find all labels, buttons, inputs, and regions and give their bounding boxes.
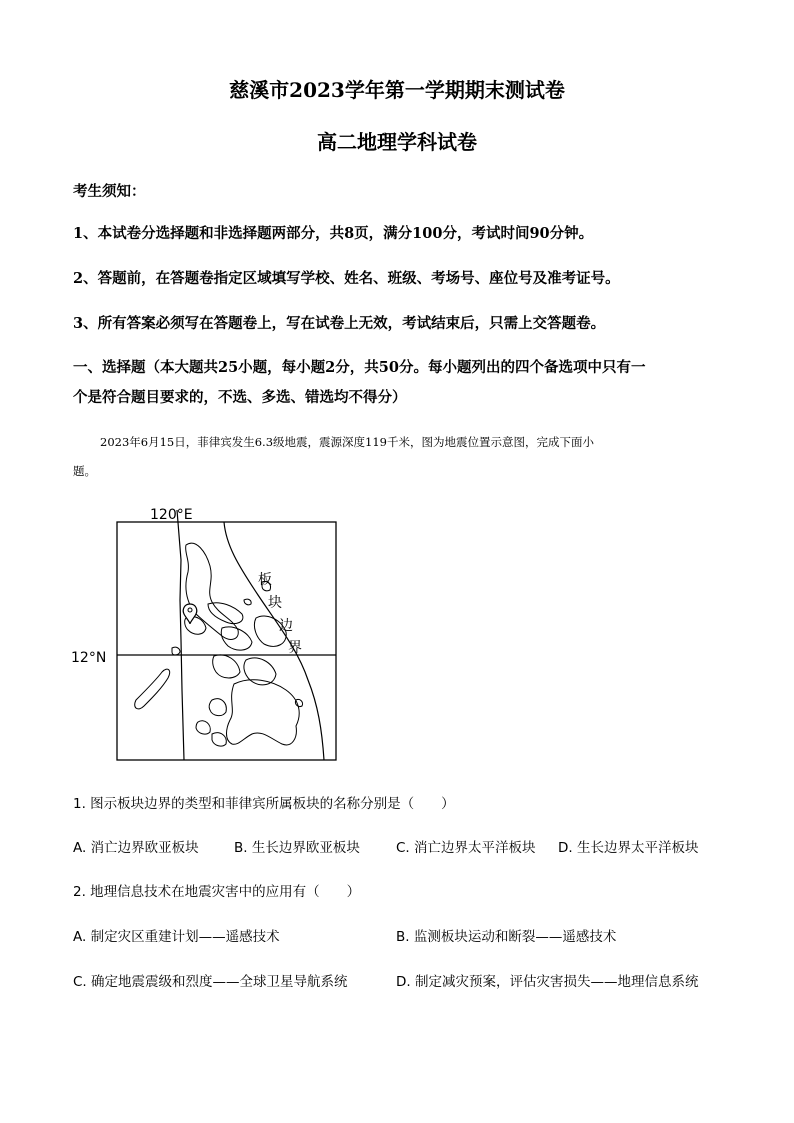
meridian-120e: [177, 510, 184, 760]
map-frame: [117, 522, 336, 760]
boundary-label-4: 界: [288, 640, 302, 656]
notice-item-1: 1、本试卷分选择题和非选择题两部分，共8页，满分100分，考试时间90分钟。: [73, 225, 594, 242]
question-1-option-b: B. 生长边界欧亚板块: [234, 840, 360, 856]
question-2-option-d: D. 制定减灾预案，评估灾害损失——地理信息系统: [396, 974, 699, 990]
notice-item-2: 2、答题前，在答题卷指定区域填写学校、姓名、班级、考场号、座位号及准考证号。: [73, 270, 620, 287]
map-lon-label: 120°E: [150, 507, 193, 523]
plate-boundary-line: [224, 522, 324, 760]
question-stem-line2: 题。: [73, 464, 96, 478]
philippines-islands: [135, 543, 303, 746]
section-heading-line1: 一、选择题（本大题共25小题，每小题2分，共50分。每小题列出的四个备选项中只有一: [73, 359, 646, 376]
question-1-stem: 1. 图示板块边界的类型和菲律宾所属板块的名称分别是（ ）: [73, 796, 455, 812]
question-1-option-a: A. 消亡边界欧亚板块: [73, 840, 199, 856]
boundary-label-2: 块: [268, 595, 282, 611]
question-2-option-a: A. 制定灾区重建计划——遥感技术: [73, 929, 280, 945]
question-stem-line1: 2023年6月15日，菲律宾发生6.3级地震，震源深度119千米，图为地震位置示意图，完成下面小: [100, 435, 594, 449]
exam-subtitle: 高二地理学科试卷: [317, 130, 477, 154]
boundary-label-1: 板: [258, 572, 272, 588]
notice-item-3: 3、所有答案必须写在答题卷上，写在试卷上无效，考试结束后，只需上交答题卷。: [73, 315, 606, 332]
section-heading-line2: 个是符合题目要求的，不选、多选、错选均不得分）: [73, 389, 407, 406]
question-2-stem: 2. 地理信息技术在地震灾害中的应用有（ ）: [73, 884, 361, 900]
notice-heading: 考生须知：: [73, 183, 146, 200]
question-1-option-c: C. 消亡边界太平洋板块: [396, 840, 536, 856]
epicenter-marker-icon: [183, 604, 197, 624]
map-lat-label: 12°N: [71, 650, 107, 666]
question-2-option-c: C. 确定地震震级和烈度——全球卫星导航系统: [73, 974, 348, 990]
question-1-option-d: D. 生长边界太平洋板块: [558, 840, 699, 856]
boundary-label-3: 边: [279, 618, 293, 634]
exam-title: 慈溪市2023学年第一学期期末测试卷: [229, 78, 565, 102]
question-2-option-b: B. 监测板块运动和断裂——遥感技术: [396, 929, 617, 945]
